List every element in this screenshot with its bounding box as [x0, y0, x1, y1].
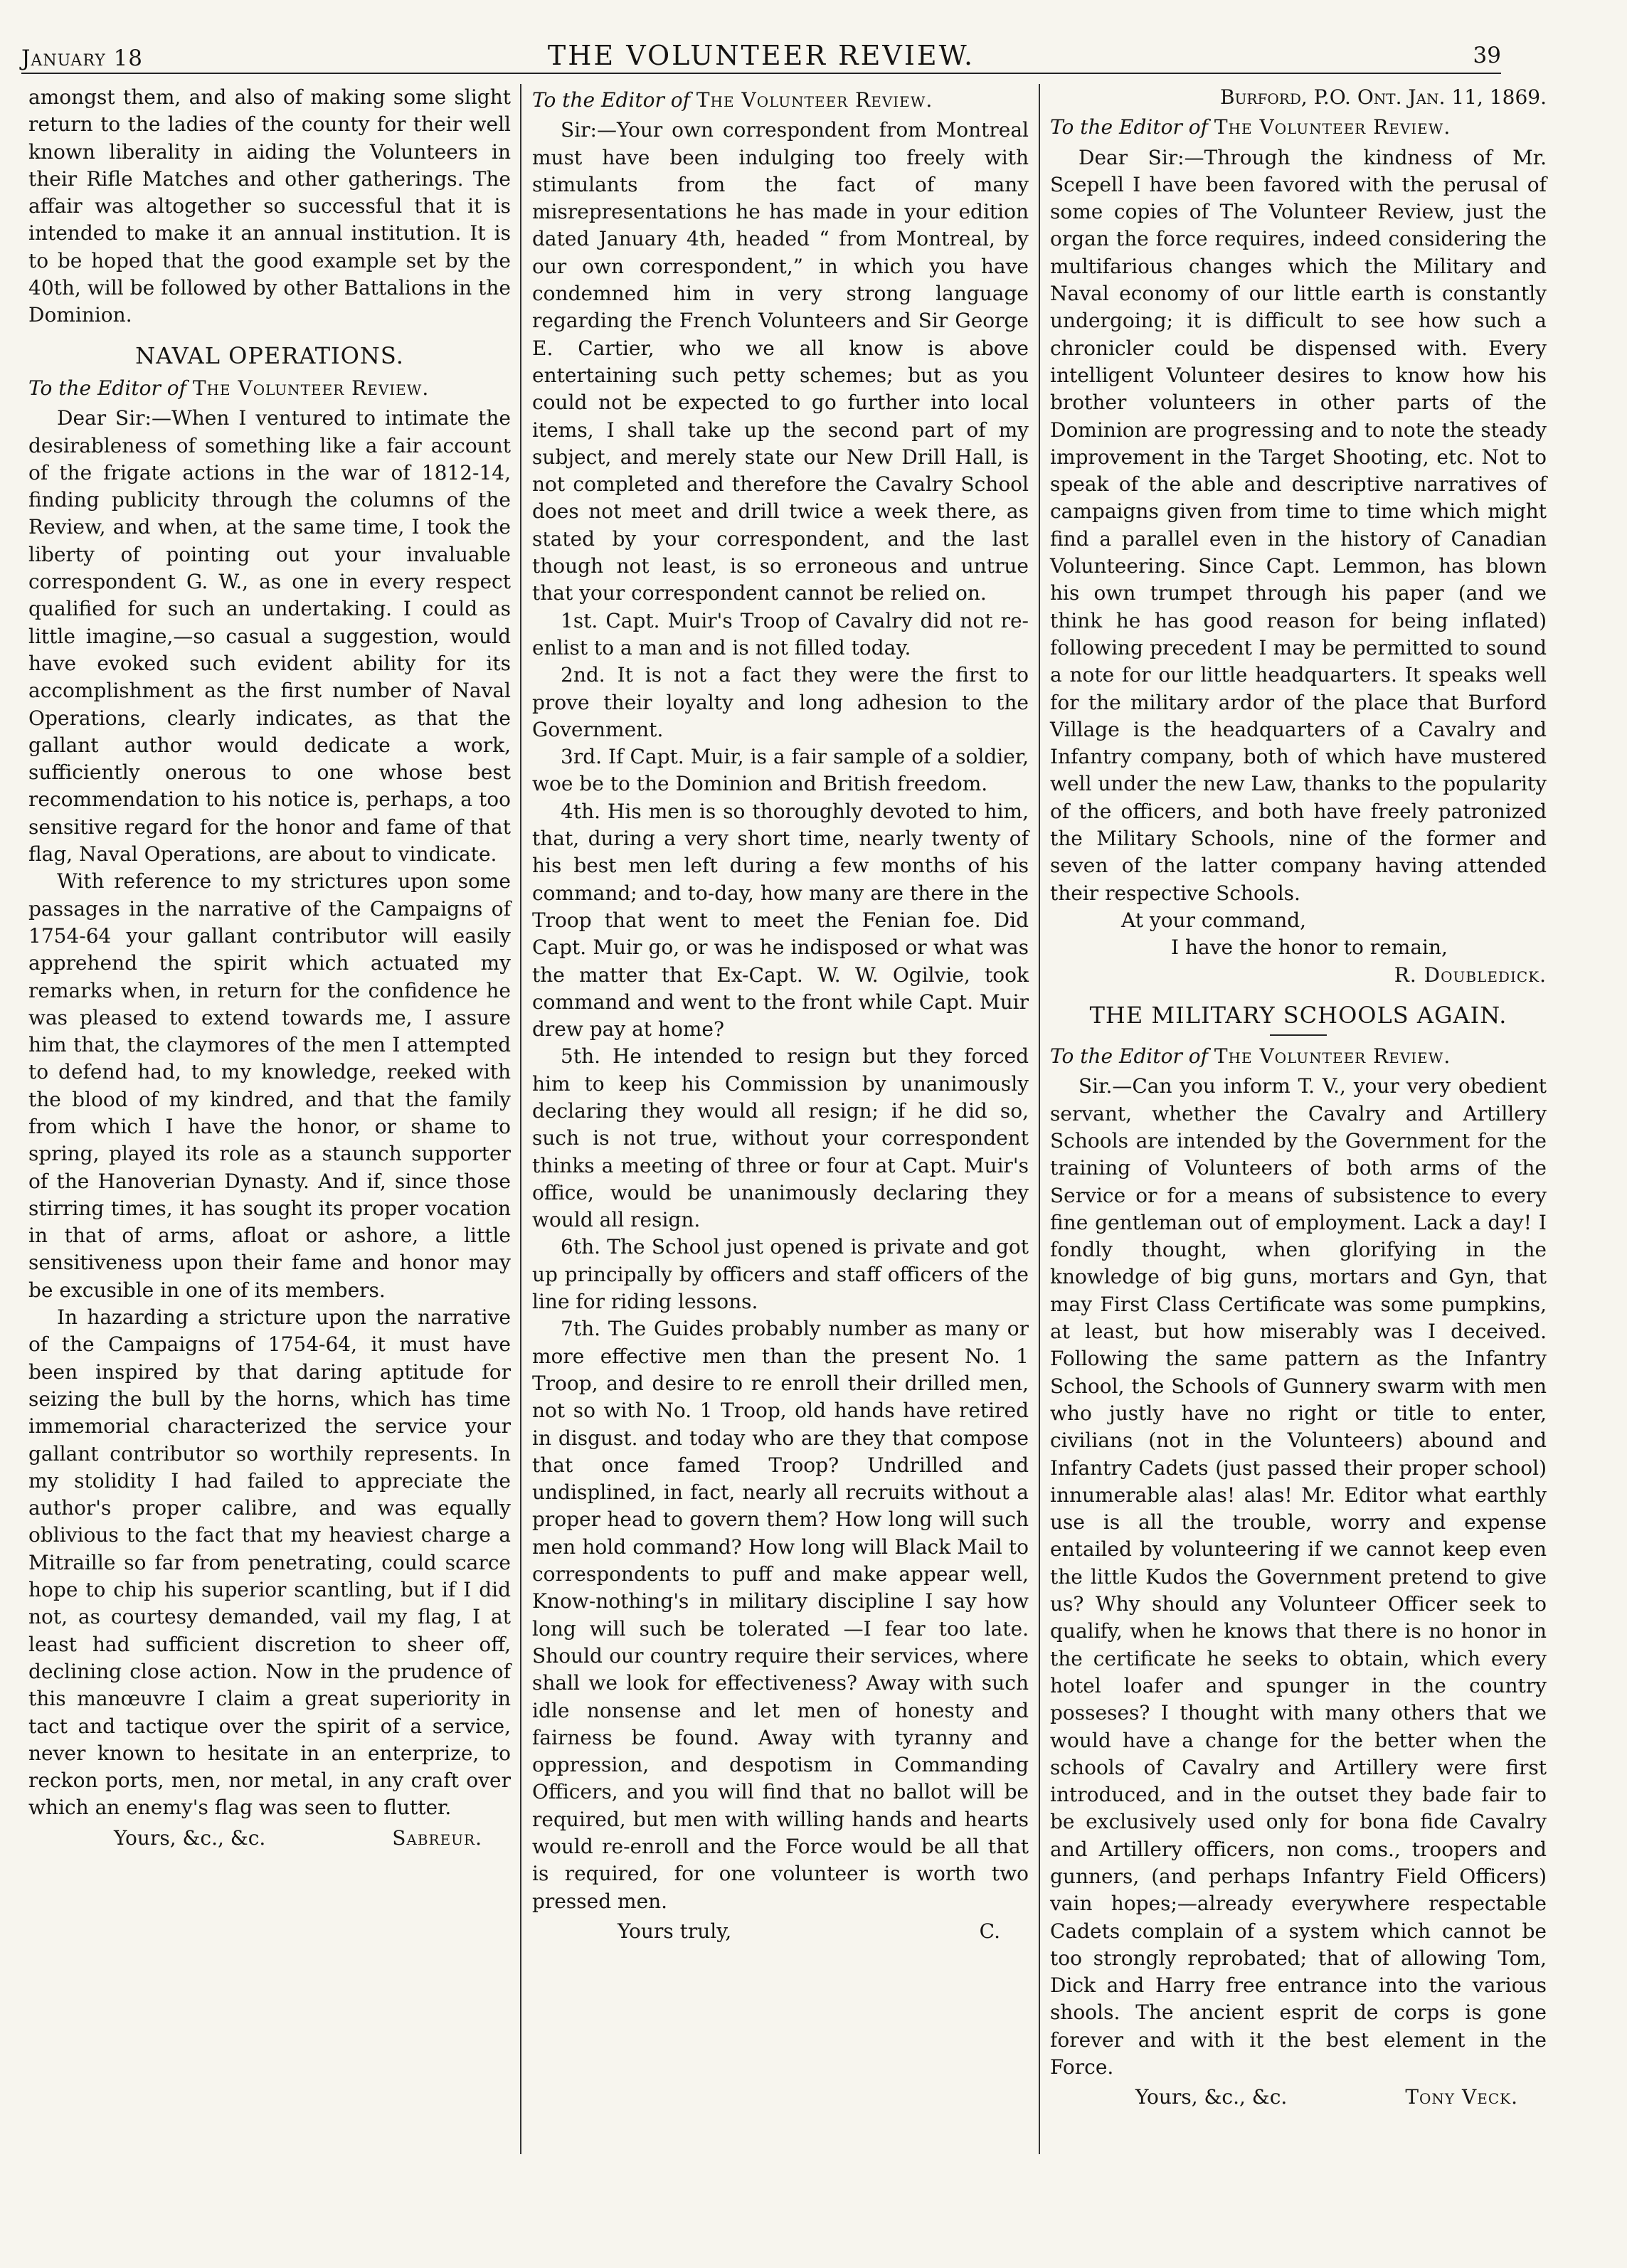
paragraph: 5th. He intended to resign but they forced him to keep his Commission by unanimously declaring they would all resign; if he did so, such is not true, without your correspondent thinks a meeting of three or four at Capt. Muir's office, would be unanimously declaring they would all resign.	[532, 1044, 1029, 1232]
to-editor-line: To the Editor of The Volunteer Review.	[28, 376, 430, 400]
closing: Yours, &c., &c.	[1135, 2085, 1288, 2109]
paragraph: 7th. The Guides probably number as many or more effective men than the present No. 1 Troop, and desire to re enroll their drilled men, not so with No. 1 Troop, old hands have retired in disgust. and today who are they that compose that once famed Troop? Undrilled and undisplined, in fact, nearly all recruits without a proper head to govern them? How long will such men hold command? How long will Black Mail to correspondents to puff and make appear well, Know-nothing's in military discipline I say how long will such be tolerated —I fear too late. Should our country require their services, where shall we look for effectiveness? Away with such idle nonsense and let men of honesty and fairness be found. Away with tyranny and oppression, and despotism in Commanding Officers, and you will find that no ballot will be required, but men with willing hands and hearts would re-enroll and the Force would be all that is required, for one volunteer is worth two pressed men.	[532, 1317, 1029, 1913]
signature: C.	[979, 1919, 1000, 1943]
signature: Tony Veck.	[1405, 2085, 1518, 2109]
closing: I have the honor to remain,	[1171, 936, 1448, 960]
article-continuation: amongst them, and also of making some slight return to the ladies of the county for their well known liberality in aiding the Volunteers in their Rifle Matches and other gatherings. The affair was altogether so successful that it is intended to make it an annual institution. It is to be hoped that the good example set by the 40th, will be followed by other Battalions in the Dominion.	[28, 85, 511, 327]
article-heading: NAVAL OPERATIONS.	[135, 341, 404, 369]
paragraph: In hazarding a stricture upon the narrative of the Campaigns of 1754-64, it must have been inspired by that daring aptitude for seizing the bull by the horns, which has time immemorial characterized the service your gallant contributor so worthily represents. In my stolidity I had failed to appreciate the author's proper calibre, and was equally oblivious to the fact that my heaviest charge a Mitraille so far from penetrating, could scarce hope to chip his superior scantling, but if I did not, as courtesy demanded, vail my flag, I at least had sufficient discretion to sheer off, declining close action. Now in the prudence of this manœuvre I claim a great superiority in tact and tactique over the spirit of a service, never known to hesitate in an enterprize, to reckon ports, men, nor metal, in any craft over which an enemy's flag was seen to flutter.	[28, 1305, 511, 1820]
paragraph: 3rd. If Capt. Muir, is a fair sample of a soldier, woe be to the Dominion and British freedom.	[532, 745, 1029, 796]
page-number: 39	[1473, 43, 1501, 68]
column-2	[532, 84, 1029, 2240]
column-3	[1050, 84, 1547, 2240]
paragraph: 1st. Capt. Muir's Troop of Cavalry did not re-enlist to a man and is not filled today.	[532, 608, 1029, 659]
paragraph: Sir:—Your own correspondent from Montreal must have been indulging too freely with stimulants from the fact of many misrepresentations he has made in your edition dated January 4th, headed “ from Montreal, by our own correspondent,” in which you have condemned him in very strong language regarding the French Volunteers and Sir George E. Cartier, who we all know is above entertaining such petty schemes; but as you could not be expected to go further into local items, I shall take up the second part of my subject, and merely state our New Drill Hall, is not completed and therefore the Cavalry School does not meet and drill twice a week there, as stated by your correspondent, and the last though not least, is so erroneous and untrue that your correspondent cannot be relied on.	[532, 118, 1029, 605]
heading-rule	[1270, 1034, 1327, 1036]
paragraph: Dear Sir:—Through the kindness of Mr. Scepell I have been favored with the perusal of some copies of The Volunteer Review, just the organ the force requires, indeed considering the multifarious changes which the Military and Naval economy of our little earth is constantly undergoing; it is difficult to see how such a chronicler could be dispensed with. Every intelligent Volunteer desires to know how his brother volunteers in other parts of the Dominion are progressing and to note the steady improvement in the Target Shooting, etc. Not to speak of the able and descriptive narratives of campaigns given from time to time which might find a parallel even in the history of Canadian Volunteering. Since Capt. Lemmon, has blown his own trumpet through his paper (and we think he has good reason for being inflated) following precedent I may be permitted to sound a note for our little headquarters. It speaks well for the military ardor of the place that Burford Village is the headquarters of a Cavalry and Infantry company, both of which have mustered well under the new Law, thanks to the popularity of the officers, and both have freely patronized the Military Schools, nine of the former and seven of the latter company having attended their respective Schools.	[1050, 145, 1547, 905]
signature-line	[1050, 2081, 1547, 2111]
signature-line	[28, 1822, 511, 1852]
article-heading: THE MILITARY SCHOOLS AGAIN.	[1089, 1001, 1507, 1029]
signature-line	[532, 1915, 1029, 1945]
column-divider	[520, 84, 521, 2154]
column-divider	[1039, 84, 1040, 2154]
page-header	[21, 40, 1501, 74]
paragraph: 4th. His men is so thoroughly devoted to him, that, during a very short time, nearly twenty of his best men left during a few months of his command; and to-day, how many are there in the Troop that went to meet the Fenian foe. Did Capt. Muir go, or was he indisposed or what was the matter that Ex-Capt. W. W. Ogilvie, took command and went to the front while Capt. Muir drew pay at home?	[532, 799, 1029, 1042]
closing: Yours, &c., &c.	[114, 1825, 266, 1850]
to-editor-line: To the Editor of The Volunteer Review.	[1050, 115, 1451, 139]
paragraph: Sir.—Can you inform T. V., your very obedient servant, whether the Cavalry and Artillery Schools are intended by the Government for the training of Volunteers of both arms of the Service or for a means of subsistence to every fine gentleman out of employment. Lack a day! I fondly thought, when glorifying in the knowledge of big guns, mortars and Gyn, that may First Class Certificate was some pumpkins, at least, but how miserably was I deceived. Following the same pattern as the Infantry School, the Schools of Gunnery swarm with men who justly have no right or title to enter, civilians (not in the Volunteers) abound and Infantry Cadets (just passed their proper school) innumerable alas! alas! Mr. Editor what earthly use is all the trouble, worry and expense entailed by volunteering if we cannot keep even the little Kudos the Government pretend to give us? Why should any Volunteer Officer seek to qualify, when he knows that there is no honor in the certificate he seeks to obtain, which every hotel loafer and spunger in the country posseses? I thought with many others that we would have a change for the better when the schools of Cavalry and Artillery were first introduced, and in the outset they bade fair to be exclusively used only for bona fide Cavalry and Artillery officers, non coms., troopers and gunners, (and perhaps Infantry Field Officers) vain hopes;—already everywhere respectable Cadets complain of a system which cannot be too strongly reprobated; that of allowing Tom, Dick and Harry free entrance into the various shools. The ancient esprit de corps is gone forever and with it the best element in the Force.	[1050, 1074, 1547, 2079]
to-editor-line: To the Editor of The Volunteer Review.	[532, 88, 933, 112]
closing: Yours truly,	[618, 1919, 732, 1943]
column-1	[28, 84, 511, 2240]
paragraph: With reference to my strictures upon some passages in the narrative of the Campaigns of 1754-64 your gallant contributor will easily apprehend the spirit which actuated my remarks when, in return for the confidence he was pleased to extend towards me, I assure him that, the claymores of the men I attempted to defend had, to my knowledge, reeked with the blood of my kindred, and that the family from which I have the honor, or shame to spring, played its role as a staunch supporter of the Hanoverian Dynasty. And if, since those stirring times, it has sought its proper vocation in that of arms, afloat or ashore, a little sensitiveness upon their fame and honor may be excusible in one of its members.	[28, 869, 511, 1302]
signature: Sabreur.	[392, 1825, 482, 1850]
paragraph: 2nd. It is not a fact they were the first to prove their loyalty and long adhesion to the Government.	[532, 663, 1029, 741]
dateline: Burford, P.O. Ont. Jan. 11, 1869.	[1220, 85, 1547, 109]
publication-title: THE VOLUNTEER REVIEW.	[547, 40, 975, 71]
to-editor-line: To the Editor of The Volunteer Review.	[1050, 1044, 1451, 1069]
paragraph: 6th. The School just opened is private and got up principally by officers and staff officers of the line for riding lessons.	[532, 1235, 1029, 1314]
closing: At your command,	[1121, 908, 1307, 932]
issue-date: January 18	[21, 46, 144, 71]
signature: R. Doubledick.	[1394, 963, 1547, 987]
paragraph: Dear Sir:—When I ventured to intimate the desirableness of something like a fair account of the frigate actions in the war of 1812-14, finding publicity through the columns of the Review, and when, at the same time, I took the liberty of pointing out your invaluable correspondent G. W., as one in every respect qualified for such an undertaking. I could as little imagine,—so casual a suggestion, would have evoked such evident ability for its accomplishment as the first number of Naval Operations, clearly indicates, as that the gallant author would dedicate a work, sufficiently onerous to one whose best recommendation to his notice is, perhaps, a too sensitive regard for the honor and fame of that flag, Naval Operations, are about to vindicate.	[28, 406, 511, 867]
